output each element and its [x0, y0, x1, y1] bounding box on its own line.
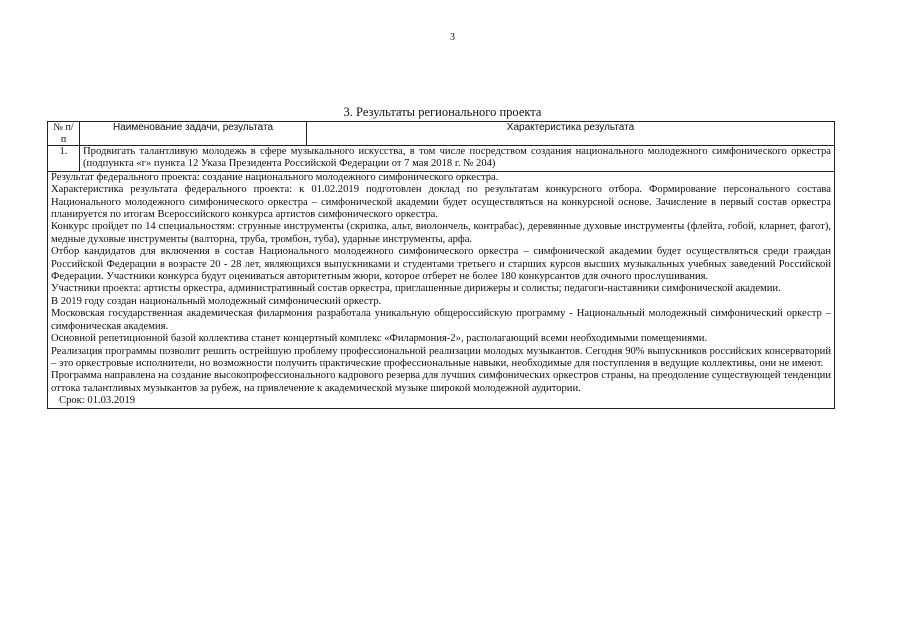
- results-table: [47, 121, 835, 409]
- paragraph-participants: Участники проекта: артисты оркестра, административный состав оркестра, приглашенные дирижеры и солисты; педагоги-наставники симфонической академии.: [51, 283, 781, 295]
- paragraph-implementation: Реализация программы позволит решить острейшую проблему профессиональной реализации молодых музыкантов. Сегодня 90% выпускников российских консерваторий – это оркестровые исполнители, но возможности получить практические профессиональные навыки, необходимые для поступления в ведущие коллективы, они не имеют.: [51, 345, 831, 369]
- paragraph-program-aim: Программа направлена на создание высокопрофессионального кадрового резерва для лучших симфонических оркестров страны, на преодоление существующей тенденции оттока талантливых музыкантов за рубеж, на привлечение к академической музыке широкой молодежной аудитории.: [51, 370, 831, 394]
- header-task-name: Наименование задачи, результата: [80, 122, 307, 146]
- paragraph-philharmonic: Московская государственная академическая филармония разработала уникальную общероссийскую программу - Национальный молодежный симфонический оркестр – симфоническая академия.: [51, 308, 831, 332]
- paragraph-selection: Отбор кандидатов для включения в состав Национального молодежного симфонического оркестра – симфонической академии будет осуществляться среди граждан Российской Федерации в возрасте 20 - 28 лет, являющихся выпускниками и студентами третьего и старших курсов высших музыкальных учебных заведений Российской Федерации. Участники конкурса будут оцениваться авторитетным жюри, которое отберет не более 180 конкурсантов для очного прослушивания.: [51, 246, 831, 283]
- table-row-task: [48, 146, 835, 172]
- paragraph-characteristic: Характеристика результата федерального проекта: к 01.02.2019 подготовлен доклад по результатам конкурсного отбора. Формирование персонального состава Национального молодежного симфонического оркестра – симфонической академии будет осуществляться на конкурсной основе. Зачисление в первый состав оркестра планируется по итогам Всероссийского конкурса артистов симфонического оркестра.: [51, 184, 831, 221]
- page-number: 3: [450, 32, 455, 43]
- task-description: Продвигать талантливую молодежь в сфере музыкального искусства, в том числе посредством создания национального молодежного симфонического оркестра (подпункта «г» пункта 12 Указа Президента Российской Федерации от 7 мая 2018 г. № 204): [80, 146, 835, 172]
- deadline: Срок: 01.03.2019: [59, 395, 136, 407]
- paragraph-rehearsal-base: Основной репетиционной базой коллектива станет концертный комплекс «Филармония-2», располагающий всеми необходимыми помещениями.: [51, 333, 708, 345]
- table-row-body: [48, 171, 835, 408]
- header-characteristic: Характеристика результата: [307, 122, 835, 146]
- section-title: 3. Результаты регионального проекта: [343, 105, 542, 119]
- table-header-row: [48, 122, 835, 146]
- paragraph-specialties: Конкурс пройдет по 14 специальностям: струнные инструменты (скрипка, альт, виолончель, контрабас), деревянные духовые инструменты (флейта, гобой, кларнет, фагот), медные духовые инструменты (валторна, труба, тромбон, туба), ударные инструменты, арфа.: [51, 221, 831, 245]
- row-number: 1.: [48, 146, 80, 172]
- paragraph-federal-result: Результат федерального проекта: создание национального молодежного симфонического оркестра.: [51, 171, 499, 183]
- header-number: № п/п: [48, 122, 80, 146]
- result-description: [48, 171, 835, 408]
- paragraph-created-2019: В 2019 году создан национальный молодежный симфонический оркестр.: [51, 295, 382, 307]
